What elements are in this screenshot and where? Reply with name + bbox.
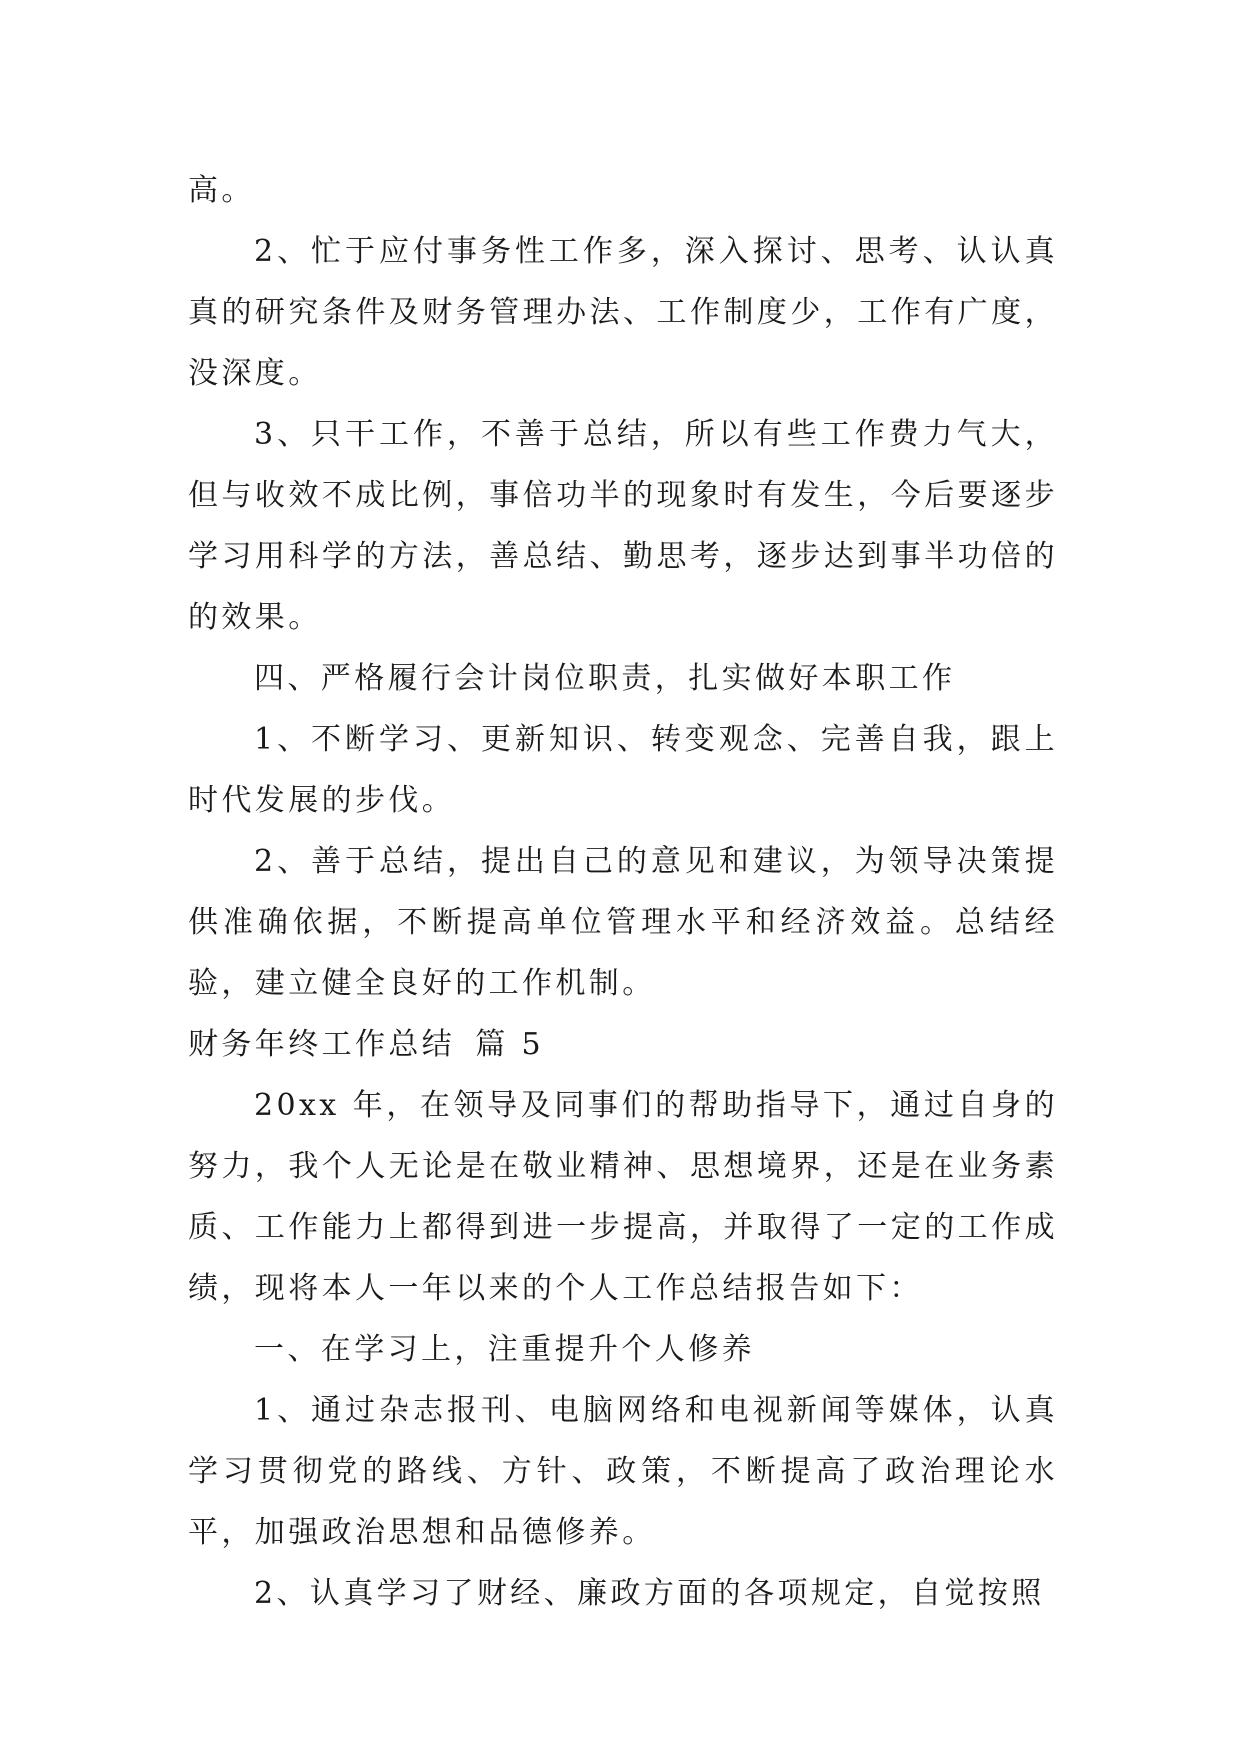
paragraph-item-2: 2、忙于应付事务性工作多，深入探讨、思考、认认真真的研究条件及财务管理办法、工作制度少，工作有广度，没深度。 (188, 234, 1058, 391)
article-section-number: 篇 5 (475, 1027, 545, 1062)
paragraph-item-3: 3、只干工作，不善于总结，所以有些工作费力气大，但与收效不成比例，事倍功半的现象时有发生，今后要逐步学习用科学的方法，善总结、勤思考，逐步达到事半功倍的的效果。 (188, 417, 1058, 635)
section-heading-one: 一、在学习上，注重提升个人修养 (254, 1332, 755, 1367)
document-body (188, 160, 1058, 1624)
intro-paragraph: 20xx 年，在领导及同事们的帮助指导下，通过自身的努力，我个人无论是在敬业精神、思想境界，还是在业务素质、工作能力上都得到进一步提高，并取得了一定的工作成绩，现将本人一年以来的个人工作总结报告如下： (188, 1088, 1058, 1306)
paragraph-item-1b: 1、通过杂志报刊、电脑网络和电视新闻等媒体，认真学习贯彻党的路线、方针、政策，不断提高了政治理论水平，加强政治思想和品德修养。 (188, 1393, 1058, 1550)
paragraph-item-2c: 2、认真学习了财经、廉政方面的各项规定，自觉按照 (254, 1576, 1045, 1611)
paragraph-item-2b: 2、善于总结，提出自己的意见和建议，为领导决策提供准确依据，不断提高单位管理水平和经济效益。总结经验，建立健全良好的工作机制。 (188, 844, 1058, 1001)
article-title: 财务年终工作总结 (188, 1027, 456, 1062)
paragraph-item-1: 1、不断学习、更新知识、转变观念、完善自我，跟上时代发展的步伐。 (188, 722, 1058, 818)
section-heading-four: 四、严格履行会计岗位职责，扎实做好本职工作 (254, 661, 956, 696)
paragraph-continuation: 高。 (188, 173, 255, 208)
article-heading (188, 1014, 1058, 1075)
